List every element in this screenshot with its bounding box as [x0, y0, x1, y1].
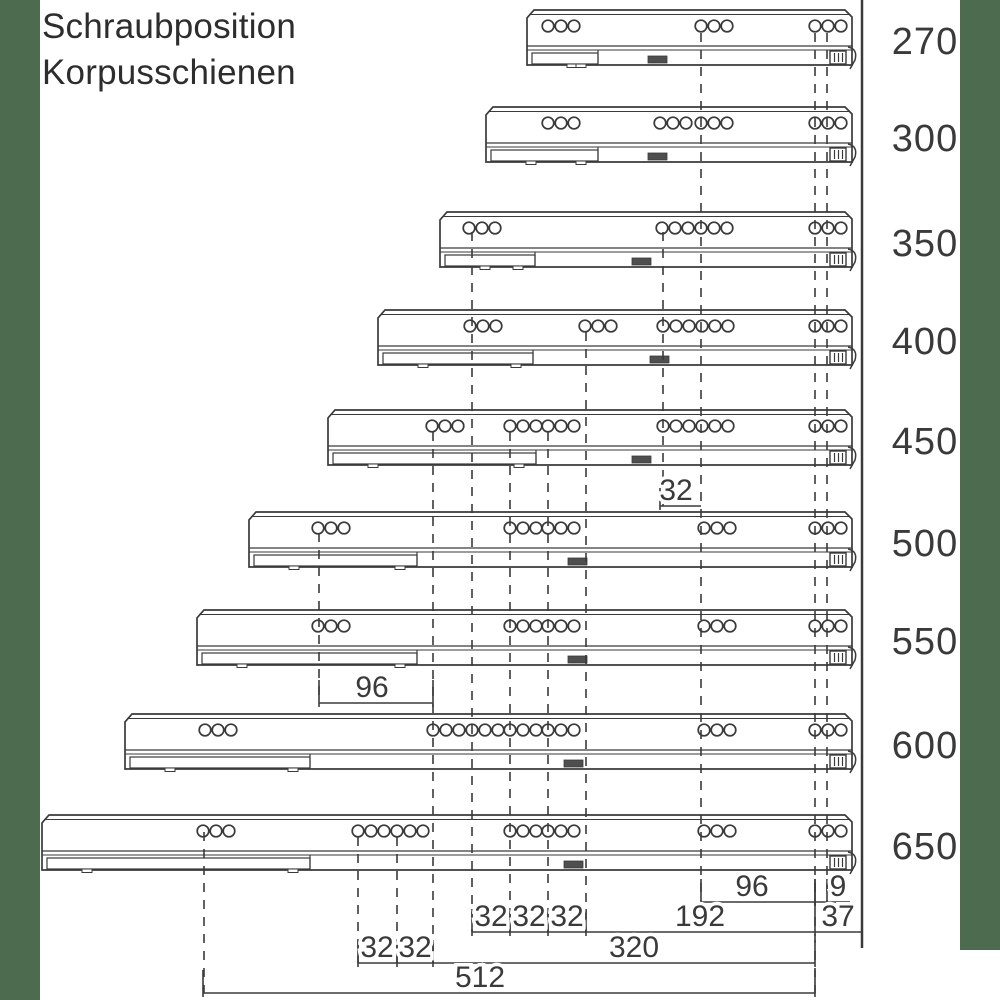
screw-hole [835, 420, 847, 432]
dimension-37-8 [815, 900, 862, 936]
rail-tray [383, 353, 533, 364]
dimension-label: 32 [512, 900, 546, 933]
screw-hole [555, 117, 567, 129]
rail-tray [333, 453, 536, 464]
front-clip-icon [830, 451, 846, 464]
screw-hole [197, 825, 209, 837]
screw-hole [404, 825, 416, 837]
rail-550 [197, 610, 958, 669]
screw-hole [680, 117, 692, 129]
screw-hole [555, 620, 567, 632]
screw-hole [822, 320, 834, 332]
screw-hole [835, 620, 847, 632]
dimension-label: 32 [398, 931, 432, 964]
rail-foot [368, 464, 378, 468]
rail-length-label-650: 650 [891, 826, 959, 868]
rail-latch [568, 656, 587, 663]
screw-hole [708, 117, 720, 129]
screw-hole [338, 620, 350, 632]
rail-foot [288, 869, 298, 873]
screw-hole [555, 20, 567, 32]
dimension-label: 9 [829, 870, 847, 903]
screw-hole [605, 320, 617, 332]
rail-650 [42, 815, 958, 874]
screw-hole [721, 222, 733, 234]
screw-hole [711, 620, 723, 632]
page-border-right [960, 0, 1000, 950]
screw-hole [225, 724, 237, 736]
rail-270 [527, 10, 958, 69]
dimension-label: 512 [454, 961, 506, 994]
screw-hole [835, 222, 847, 234]
rail-400 [378, 310, 958, 369]
screw-hole [698, 724, 710, 736]
screw-hole [654, 117, 666, 129]
rail-tray [202, 653, 417, 664]
screw-hole [724, 522, 736, 534]
screw-hole [670, 420, 682, 432]
screw-hole [722, 420, 734, 432]
rail-tray [130, 757, 310, 768]
screw-hole [698, 825, 710, 837]
dimension-label: 320 [608, 931, 660, 964]
rail-tray [47, 858, 310, 869]
screw-hole [698, 522, 710, 534]
screw-hole [822, 724, 834, 736]
screw-hole [835, 117, 847, 129]
screw-hole [568, 420, 580, 432]
screw-hole [568, 724, 580, 736]
screw-hole [325, 522, 337, 534]
rail-foot [418, 364, 428, 368]
rail-latch [632, 258, 651, 265]
screw-hole [698, 620, 710, 632]
screw-hole [489, 222, 501, 234]
rail-length-label-500: 500 [891, 523, 959, 565]
rail-length-label-450: 450 [891, 421, 959, 463]
screw-hole [683, 420, 695, 432]
rail-foot [82, 869, 92, 873]
dimension-label: 32 [659, 474, 693, 507]
screw-hole [695, 20, 707, 32]
screw-hole [312, 522, 324, 534]
screw-hole [822, 117, 834, 129]
rail-foot [511, 364, 521, 368]
screw-hole [667, 117, 679, 129]
dimension-label: 96 [735, 870, 769, 903]
rail-350 [440, 212, 958, 271]
screw-hole [199, 724, 211, 736]
screw-hole [709, 420, 721, 432]
rail-length-label-350: 350 [891, 223, 959, 265]
screw-hole [426, 420, 438, 432]
screw-hole [835, 724, 847, 736]
screw-hole [670, 320, 682, 332]
screw-hole [440, 724, 452, 736]
rail-500 [249, 512, 958, 571]
screw-hole [517, 522, 529, 534]
screw-hole [708, 20, 720, 32]
screw-hole [517, 420, 529, 432]
screw-hole [822, 420, 834, 432]
dimension-32-5 [510, 900, 548, 936]
screw-hole [721, 117, 733, 129]
rail-latch [648, 153, 667, 160]
screw-hole [542, 117, 554, 129]
screw-hole [724, 724, 736, 736]
screw-hole [711, 522, 723, 534]
rail-foot [526, 161, 536, 165]
screw-hole [338, 522, 350, 534]
screw-hole [822, 522, 834, 534]
screw-hole [555, 522, 567, 534]
rail-latch [564, 760, 583, 767]
screw-hole [463, 222, 475, 234]
screw-hole [365, 825, 377, 837]
screw-hole [490, 320, 502, 332]
screw-hole [835, 522, 847, 534]
dimension-32-4 [472, 900, 510, 936]
dimension-32-10 [397, 931, 433, 967]
rail-length-label-600: 600 [891, 725, 959, 767]
dimension-label: 37 [821, 900, 855, 933]
dimension-label: 192 [674, 900, 726, 933]
screw-hole [210, 825, 222, 837]
rail-tray [254, 555, 417, 566]
rail-latch [650, 356, 669, 363]
screw-hole [504, 420, 516, 432]
front-clip-icon [830, 553, 846, 566]
screw-hole [517, 724, 529, 736]
front-clip-icon [830, 51, 846, 64]
screw-hole [530, 522, 542, 534]
screw-hole [417, 825, 429, 837]
screw-hole [452, 420, 464, 432]
screw-hole [530, 620, 542, 632]
screw-hole [479, 724, 491, 736]
rails [42, 10, 958, 874]
screw-hole [568, 620, 580, 632]
screw-hole [835, 320, 847, 332]
screw-hole [492, 724, 504, 736]
screw-hole [476, 222, 488, 234]
screw-hole [312, 620, 324, 632]
screw-hole [568, 20, 580, 32]
rail-foot [289, 566, 299, 570]
rail-latch [632, 456, 651, 463]
rail-latch [568, 558, 587, 565]
rail-foot [480, 266, 490, 270]
screw-hole [464, 320, 476, 332]
rail-latch [648, 56, 667, 63]
screw-hole [542, 420, 554, 432]
rail-foot [288, 768, 298, 772]
front-clip-icon [830, 755, 846, 768]
screw-hole [809, 20, 821, 32]
front-clip-icon [830, 148, 846, 161]
screw-hole [542, 20, 554, 32]
screw-hole [579, 320, 591, 332]
rail-tray [491, 150, 598, 161]
rail-length-label-550: 550 [891, 621, 959, 663]
screw-hole [439, 420, 451, 432]
page-title-line2: Korpusschienen [42, 53, 296, 92]
rail-tray [445, 255, 535, 266]
screw-hole [223, 825, 235, 837]
rail-foot [395, 566, 405, 570]
screw-hole [822, 20, 834, 32]
screw-hole [822, 825, 834, 837]
rail-length-label-270: 270 [891, 21, 959, 63]
rail-450 [328, 410, 958, 469]
rail-foot [395, 664, 405, 668]
screw-hole [724, 620, 736, 632]
screw-hole [669, 222, 681, 234]
rail-300 [486, 107, 958, 166]
front-clip-icon [830, 856, 846, 869]
screw-hole [391, 825, 403, 837]
screw-hole [352, 825, 364, 837]
screw-hole [568, 825, 580, 837]
screw-hole [711, 724, 723, 736]
screw-hole [822, 620, 834, 632]
rail-foot [576, 161, 586, 165]
rail-foot [165, 768, 175, 772]
front-clip-icon [830, 351, 846, 364]
screw-hole [453, 724, 465, 736]
screw-hole [721, 20, 733, 32]
rail-foot [513, 266, 523, 270]
screw-hole [325, 620, 337, 632]
screw-hole [709, 320, 721, 332]
dimension-label: 32 [474, 900, 508, 933]
screw-hole [568, 117, 580, 129]
dimension-32-9 [358, 931, 397, 967]
screw-hole [378, 825, 390, 837]
screw-hole [683, 320, 695, 332]
dimension-label: 96 [355, 671, 389, 704]
screw-hole [696, 320, 708, 332]
screw-hole [724, 825, 736, 837]
rail-foot [576, 64, 586, 68]
screw-hole [835, 20, 847, 32]
screw-hole [722, 320, 734, 332]
screw-hole [592, 320, 604, 332]
screw-hole [555, 724, 567, 736]
screw-hole [708, 222, 720, 234]
dimension-label: 32 [550, 900, 584, 933]
screw-hole [568, 522, 580, 534]
rail-600 [125, 714, 958, 773]
dimension-label: 32 [360, 931, 394, 964]
dimension-32-0 [659, 474, 701, 510]
dimension-32-6 [548, 900, 586, 936]
screw-hole [555, 825, 567, 837]
dimension-96-1 [319, 671, 433, 707]
rail-length-label-400: 400 [891, 321, 959, 363]
rail-latch [564, 861, 583, 868]
screw-hole [682, 222, 694, 234]
front-clip-icon [830, 253, 846, 266]
screw-hole [517, 825, 529, 837]
dimension-512-12 [203, 961, 815, 997]
screw-hole [835, 825, 847, 837]
screw-hole [656, 222, 668, 234]
screw-hole [696, 420, 708, 432]
page-border-left [0, 0, 40, 1000]
screw-hole [711, 825, 723, 837]
rail-foot [514, 464, 524, 468]
screw-hole [477, 320, 489, 332]
rail-length-label-300: 300 [891, 118, 959, 160]
screw-hole [555, 420, 567, 432]
rail-foot [237, 664, 247, 668]
front-clip-icon [830, 651, 846, 664]
screw-hole [530, 724, 542, 736]
screw-hole [212, 724, 224, 736]
rail-tray [532, 53, 598, 64]
screw-hole [822, 222, 834, 234]
screw-hole [530, 420, 542, 432]
page-title-line1: Schraubposition [42, 7, 296, 46]
screw-hole [517, 620, 529, 632]
screw-hole [530, 825, 542, 837]
